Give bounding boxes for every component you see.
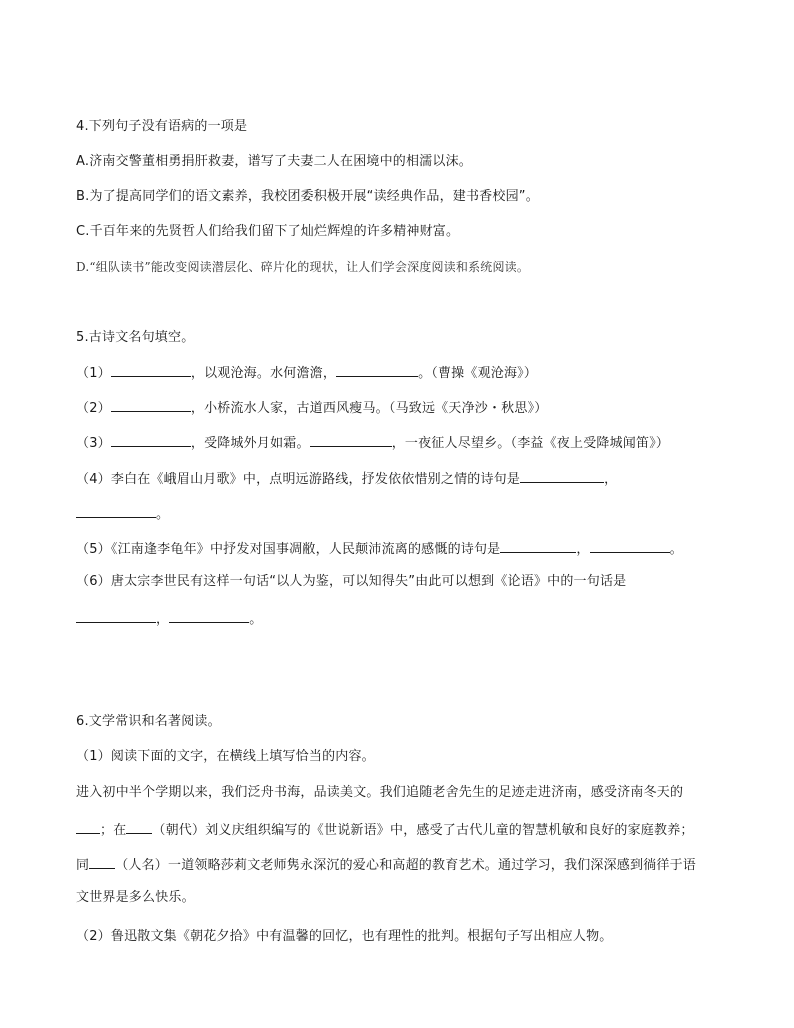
answer-blank[interactable]	[89, 854, 115, 869]
q6-title: 6.文学常识和名著阅读。	[76, 714, 221, 729]
q5-item-6	[76, 573, 626, 591]
q6-paragraph-line-3	[76, 854, 696, 875]
answer-blank[interactable]	[520, 468, 604, 483]
q6-part-1-prompt: （1）阅读下面的文字，在横线上填写恰当的内容。	[76, 749, 375, 764]
q5-item-3-num: （3）	[76, 436, 111, 451]
q4-option-d: D.“组队读书”能改变阅读潜层化、碎片化的现状，让人们学会深度阅读和系统阅读。	[76, 260, 530, 274]
q5-item-4-cont	[76, 503, 169, 524]
answer-blank[interactable]	[590, 538, 670, 553]
q5-item-3	[76, 432, 669, 453]
answer-blank[interactable]	[169, 608, 249, 623]
q6-line-2-text-a: ；在	[100, 823, 127, 838]
q5-item-5-text-c: 。	[669, 542, 683, 557]
q4-option-b: B.为了提高同学们的语文素养，我校团委积极开展“读经典作品，建书香校园”。	[76, 189, 539, 204]
q5-item-1-num: （1）	[76, 366, 111, 381]
answer-blank[interactable]	[76, 819, 100, 834]
answer-blank[interactable]	[500, 538, 576, 553]
answer-blank[interactable]	[310, 432, 392, 447]
q5-item-6-text-c: 。	[249, 612, 263, 627]
q5-item-2	[76, 397, 547, 418]
q5-item-5-text-b: ，	[576, 542, 590, 557]
q5-item-6-cont	[76, 608, 262, 629]
q6-paragraph-line-2	[76, 819, 694, 840]
q5-item-6-text-a: （6）唐太宗李世民有这样一句话“以人为鉴，可以知得失”由此可以想到《论语》中的一句话是	[76, 574, 627, 589]
q5-item-1-text-a: ，以观沧海。水何澹澹，	[190, 366, 337, 381]
answer-blank[interactable]	[111, 397, 191, 412]
q6-paragraph-line-4: 文世界是多么快乐。	[76, 890, 195, 905]
q5-item-1	[76, 362, 537, 383]
answer-blank[interactable]	[76, 503, 156, 518]
q4-title: 4.下列句子没有语病的一项是	[76, 119, 248, 134]
q6-line-2-text-b: （朝代）刘义庆组织编写的《世说新语》中，感受了古代儿童的智慧机敏和良好的家庭教养；	[152, 823, 694, 838]
answer-blank[interactable]	[111, 432, 191, 447]
q5-item-2-text-a: ，小桥流水人家，古道西风瘦马。（马致远《天净沙・秋思》）	[190, 401, 548, 416]
q5-item-6-text-b: ，	[156, 612, 170, 627]
q5-item-2-num: （2）	[76, 401, 111, 416]
answer-blank[interactable]	[126, 819, 152, 834]
answer-blank[interactable]	[76, 608, 156, 623]
q6-line-3-text-a: 同	[76, 858, 90, 873]
q5-item-4-text-c: 。	[156, 507, 170, 522]
q4-option-a: A.济南交警董相勇捐肝救妻，谱写了夫妻二人在困境中的相濡以沫。	[76, 154, 472, 169]
q5-item-4-text-a: （4）李白在《峨眉山月歌》中，点明远游路线，抒发依依惜别之情的诗句是	[76, 472, 521, 487]
answer-blank[interactable]	[111, 362, 191, 377]
answer-blank[interactable]	[336, 362, 418, 377]
q5-item-5	[76, 538, 683, 559]
q5-item-4-text-b: ，	[604, 472, 618, 487]
q6-part-2-prompt: （2）鲁迅散文集《朝花夕拾》中有温馨的回忆，也有理性的批判。根据句子写出相应人物。	[76, 929, 613, 944]
q5-item-5-text-a: （5）《江南逢李龟年》中抒发对国事凋敝，人民颠沛流离的感慨的诗句是	[76, 542, 501, 557]
q5-item-3-text-b: ，一夜征人尽望乡。（李益《夜上受降城闻笛》）	[391, 436, 670, 451]
q5-item-1-text-b: 。（曹操《观沧海》）	[418, 366, 538, 381]
q6-paragraph-line-1: 进入初中半个学期以来，我们泛舟书海，品读美文。我们追随老舍先生的足迹走进济南，感受济南冬天的	[76, 785, 684, 800]
q5-item-3-text-a: ，受降城外月如霜。	[190, 436, 310, 451]
q6-line-3-text-b: （人名）一道领略莎莉文老师隽永深沉的爱心和高超的教育艺术。通过学习，我们深深感到徜徉于语	[115, 858, 697, 873]
q5-title: 5.古诗文名句填空。	[76, 330, 195, 345]
q4-option-c: C.千百年来的先贤哲人们给我们留下了灿烂辉煌的许多精神财富。	[76, 224, 460, 239]
q5-item-4	[76, 468, 617, 489]
